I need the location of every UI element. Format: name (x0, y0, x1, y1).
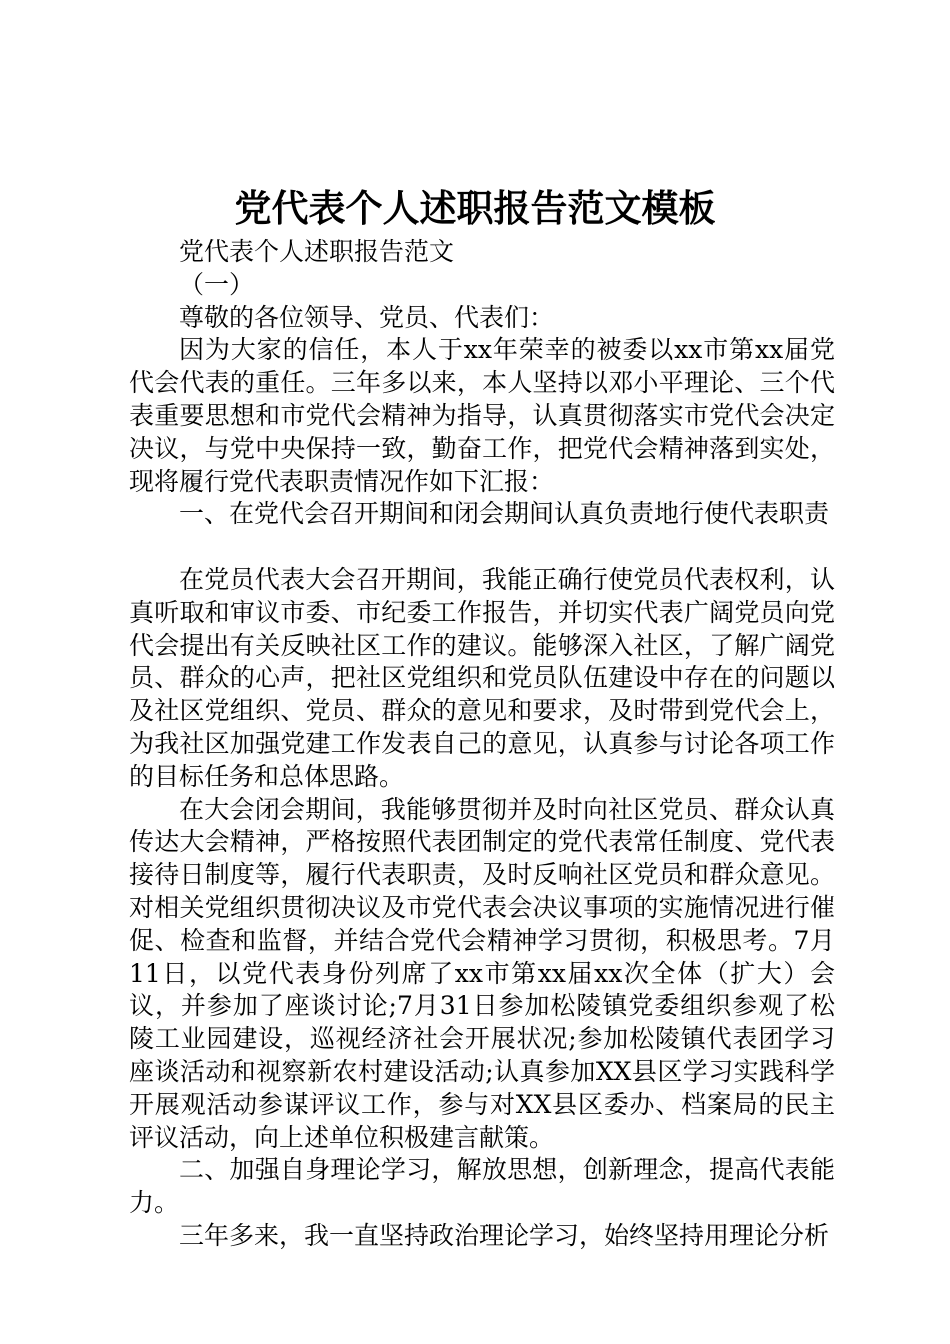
document-title: 党代表个人述职报告范文模板 (234, 186, 716, 230)
document-body (129, 236, 835, 1253)
paragraph-intro: 因为大家的信任，本人于xx年荣幸的被委以xx市第xx届党代会代表的重任。三年多以来，本人坚持以邓小平理论、三个代表重要思想和市党代会精神为指导，认真贯彻落实市党代会决定决议，与党中央保持一致，勤奋工作，把党代会精神落到实处，现将履行党代表职责情况作如下汇报： (129, 335, 835, 496)
blank-line (129, 531, 835, 564)
section-heading-two: 二、加强自身理论学习，解放思想，创新理念，提高代表能力。 (129, 1155, 835, 1218)
section-marker: （一） (179, 269, 255, 299)
salutation: 尊敬的各位领导、党员、代表们： (179, 302, 555, 332)
section-heading-one: 一、在党代会召开期间和闭会期间认真负责地行使代表职责 (179, 499, 830, 529)
document-subtitle: 党代表个人述职报告范文 (179, 237, 455, 266)
paragraph-study: 三年多来，我一直坚持政治理论学习，始终坚持用理论分析 (179, 1220, 830, 1250)
paragraph-during-congress: 在党员代表大会召开期间，我能正确行使党员代表权利，认真听取和审议市委、市纪委工作报告，并切实代表广阔党员向党代会提出有关反映社区工作的建议。能够深入社区，了解广阔党员、群众的心声，把社区党组织和党员队伍建设中存在的问题以及社区党组织、党员、群众的意见和要求，及时带到党代会上，为我社区加强党建工作发表自己的意见，认真参与讨论各项工作的目标任务和总体思路。 (129, 564, 835, 791)
paragraph-after-congress: 在大会闭会期间，我能够贯彻并及时向社区党员、群众认真传达大会精神，严格按照代表团制定的党代表常任制度、党代表接待日制度等，履行代表职责，及时反响社区党员和群众意见。对相关党组织贯彻决议及市党代表会决议事项的实施情况进行催促、检查和监督，并结合党代会精神学习贯彻，积极思考。7月11日，以党代表身份列席了xx市第xx届xx次全体（扩大）会议，并参加了座谈讨论;7月31日参加松陵镇党委组织参观了松陵工业园建设，巡视经济社会开展状况;参加松陵镇代表团学习座谈活动和视察新农村建设活动;认真参加XX县区学习实践科学开展观活动参谋评议工作，参与对XX县区委办、档案局的民主评议活动，向上述单位积极建言献策。 (129, 794, 835, 1152)
